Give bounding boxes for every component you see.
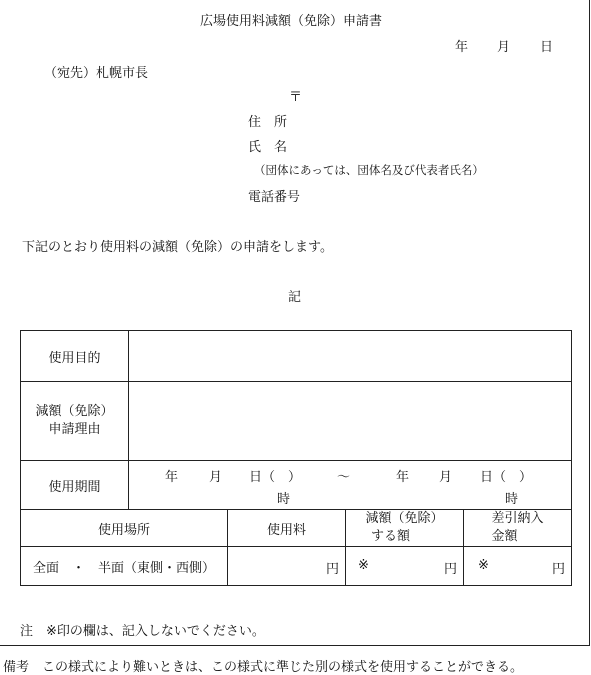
reduction-header-line1: 減額（免除） <box>365 511 444 526</box>
period-to-year: 年 <box>396 470 410 485</box>
balance-mark: ※ <box>478 558 489 573</box>
period-to-hour: 時 <box>505 492 519 507</box>
period-tilde: ～ <box>337 470 351 485</box>
period-from-hour: 時 <box>277 492 291 507</box>
period-from-year: 年 <box>165 470 179 485</box>
balance-unit: 円 <box>551 562 565 577</box>
period-to-month: 月 <box>439 470 453 485</box>
reduction-mark: ※ <box>358 558 369 573</box>
fee-header: 使用料 <box>266 522 306 538</box>
application-table <box>20 330 572 586</box>
date-day: 日 <box>540 40 554 55</box>
reduction-field <box>346 547 463 585</box>
balance-header-line2: 金額 <box>491 529 518 544</box>
reason-label-line2: 申請理由 <box>48 422 101 437</box>
reason-label-line1: 減額（免除） <box>35 404 114 419</box>
place-header: 使用場所 <box>97 522 150 538</box>
reduction-header-line2: する額 <box>370 529 410 544</box>
address-label: 住 所 <box>248 115 288 130</box>
reason-label <box>21 382 128 460</box>
form-title: 広場使用料減額（免除）申請書 <box>200 14 383 29</box>
fee-field[interactable] <box>228 547 345 585</box>
ki-heading: 記 <box>288 290 302 305</box>
remarks-text: 備考 この様式により難いときは、この様式に準じた別の様式を使用することができる。 <box>3 660 524 675</box>
org-note: （団体にあっては、団体名及び代表者氏名） <box>254 163 484 177</box>
fee-unit: 円 <box>325 562 339 577</box>
period-field[interactable] <box>129 461 571 509</box>
purpose-field[interactable] <box>129 331 571 381</box>
note-text: 注 ※印の欄は、記入しないでください。 <box>20 624 265 639</box>
reduction-header <box>346 510 463 546</box>
addressee: （宛先）札幌市長 <box>44 66 149 81</box>
request-text: 下記のとおり使用料の減額（免除）の申請をします。 <box>22 240 333 255</box>
date-year: 年 <box>455 40 469 55</box>
balance-field <box>464 547 571 585</box>
balance-header-line1: 差引納入 <box>491 511 544 526</box>
reason-field[interactable] <box>129 382 571 460</box>
phone-label: 電話番号 <box>248 190 301 205</box>
period-from-day: 日（ ） <box>249 470 302 485</box>
name-label: 氏 名 <box>248 140 288 155</box>
period-to-day: 日（ ） <box>480 470 533 485</box>
postal-mark: 〒 <box>289 90 303 105</box>
period-from-month: 月 <box>209 470 223 485</box>
balance-header <box>464 510 571 546</box>
period-label: 使用期間 <box>48 479 101 495</box>
reduction-unit: 円 <box>443 562 457 577</box>
purpose-label: 使用目的 <box>48 350 101 366</box>
place-options[interactable]: 全面 ・ 半面（東側・西側） <box>32 560 215 576</box>
date-month: 月 <box>497 40 511 55</box>
